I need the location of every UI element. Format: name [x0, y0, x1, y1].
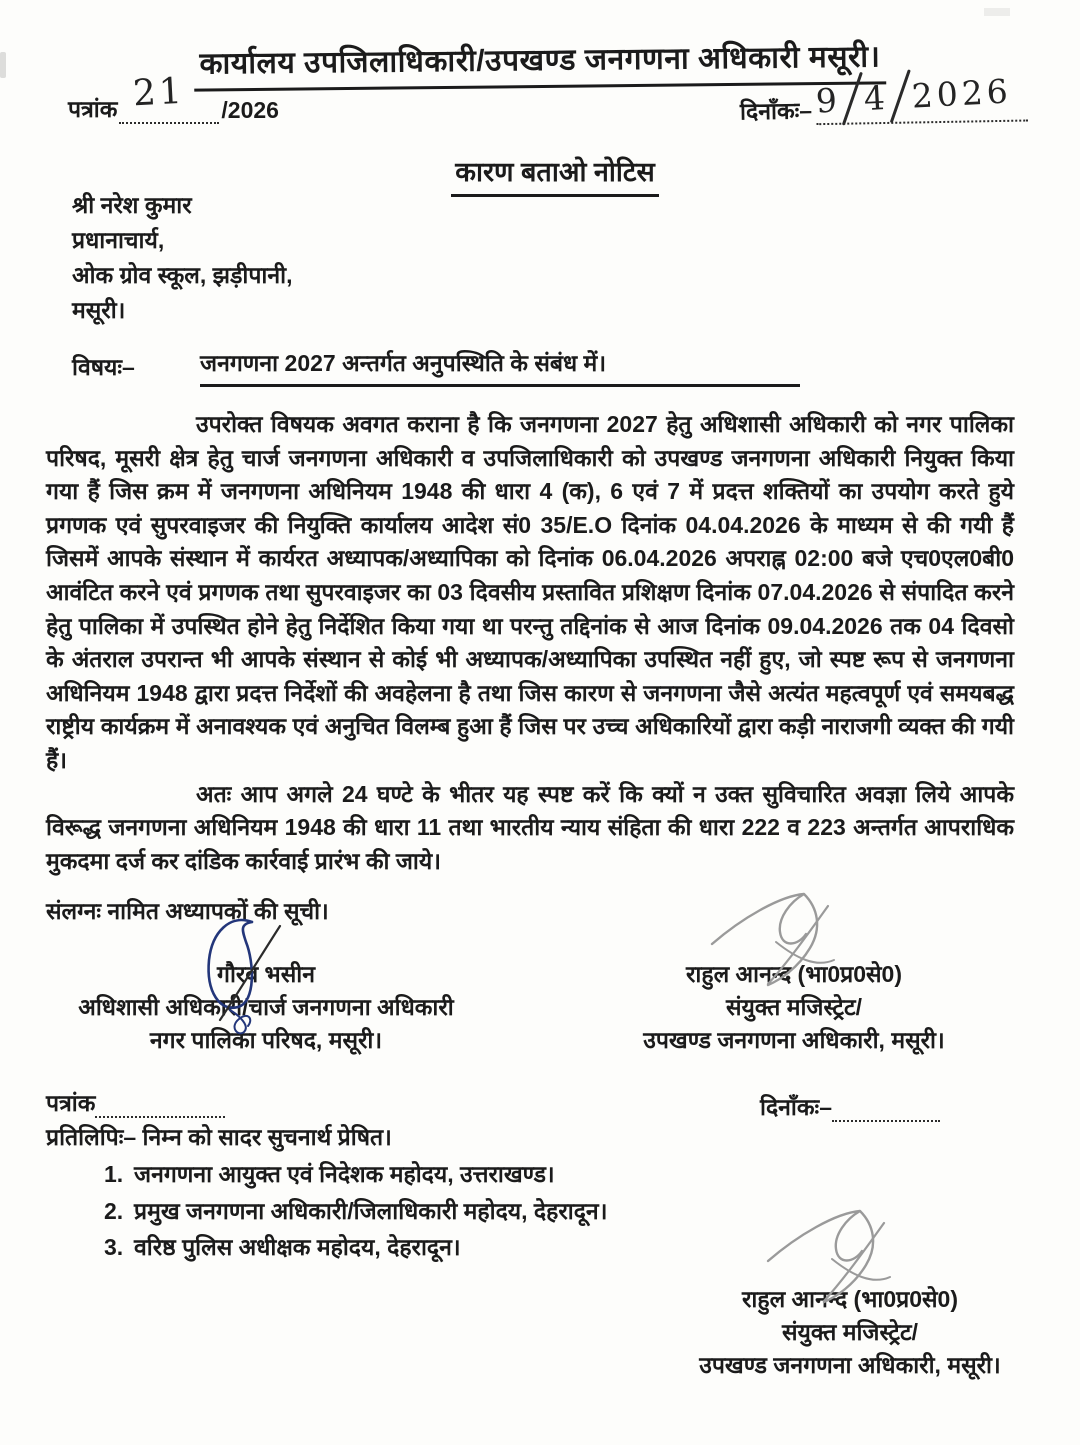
signature-right-scribble: [704, 886, 874, 991]
copy-item-text: वरिष्ठ पुलिस अधीक्षक महोदय, देहरादून।: [134, 1234, 461, 1260]
notice-title: कारण बताओ नोटिस: [451, 152, 659, 197]
signature-left-scribble: [196, 912, 316, 1042]
copy-list-item: [104, 1156, 607, 1193]
footer-letter-number-blank: [95, 1094, 225, 1118]
copy-item-text: जनगणना आयुक्त एवं निदेशक महोदय, उत्तराखण्ड।: [134, 1161, 555, 1187]
signatory-organization: उपखण्ड जनगणना अधिकारी, मसूरी।: [699, 1352, 1001, 1378]
signatory-designation: संयुक्त मजिस्ट्रेट/: [781, 1319, 918, 1345]
letter-body: [46, 408, 1014, 878]
copy-item-text: प्रमुख जनगणना अधिकारी/जिलाधिकारी महोदय, देहरादून।: [134, 1197, 608, 1224]
copy-list: [104, 1156, 607, 1266]
signatory-designation: संयुक्त मजिस्ट्रेट/: [725, 994, 862, 1020]
signatory-right: [604, 958, 984, 1057]
footer-letter-number-row: [46, 1086, 225, 1118]
signatory-designation: अधिशासी अधिकारी/चार्ज जनगणना अधिकारी: [78, 994, 454, 1020]
slash-stroke: [890, 69, 911, 123]
footer-date-label: दिनाँकः–: [760, 1094, 832, 1120]
signatory-name: राहुल आनन्द (भा0प्र0से0): [686, 961, 902, 987]
handwritten-date-day: 9: [814, 79, 842, 121]
body-paragraph-2: अतः आप अगले 24 घण्टे के भीतर यह स्पष्ट करें कि क्यों न उक्त सुविचारित अवज्ञा लिये आपके विरूद्ध जनगणना अधिनियम 1948 की धारा 11 तथा भारतीय न्याय संहिता की धारा 222 व 223 अन्तर्गत आपराधिक मुकदमा दर्ज कर दांडिक कार्रवाई प्रारंभ की जाये।: [46, 780, 1014, 874]
signature-bottom-scribble: [760, 1203, 930, 1308]
handwritten-date: [814, 62, 1013, 128]
signatory-organization: नगर पालिका परिषद, मसूरी।: [149, 1027, 383, 1053]
subject-text: जनगणना 2027 अन्तर्गत अनुपस्थिति के संबंध में।: [200, 346, 800, 387]
letter-number-label: पत्रांक: [68, 96, 118, 122]
handwritten-letter-number: 21: [132, 70, 187, 115]
letter-number-blank: [119, 70, 219, 124]
handwritten-date-year: 2026: [910, 70, 1013, 116]
date-row: [739, 70, 1029, 126]
copy-list-item: [104, 1193, 607, 1230]
recipient-line: श्री नरेश कुमार: [72, 192, 192, 218]
body-paragraph-1: उपरोक्त विषयक अवगत कराना है कि जनगणना 2027 हेतु अधिशासी अधिकारी को नगर पालिका परिषद, मूसरी क्षेत्र हेतु चार्ज जनगणना अधिकारी व उपजिलाधिकारी को उपखण्ड जनगणना अधिकारी नियुक्त किया गया हैं जिस क्रम में जनगणना अधिनियम 1948 की धारा 4 (क), 6 एवं 7 में प्रदत्त शक्तियों का उपयोग करते हुये प्रगणक एवं सुपरवाइजर की नियुक्ति कार्यालय आदेश सं0 35/E.O दिनांक 04.04.2026 के माध्यम से की गयी हैं जिसमें आपके संस्थान में कार्यरत अध्यापक/अध्यापिका को दिनांक 06.04.2026 अपराह्न 02:00 बजे एच0एल0बी0 आवंटित करने एवं प्रगणक तथा सुपरवाइजर का 03 दिवसीय प्रस्तावित प्रशिक्षण दिनांक 07.04.2026 से संपादित करने हेतु पालिका में उपस्थित होने हेतु निर्देशित किया गया था परन्तु तद्दिनांक से आज दिनांक 09.04.2026 तक 04 दिवसो के अंतराल उपरान्त भी आपके संस्थान से कोई भी अध्यापक/अध्यापिका उपस्थित नहीं हुए, जो स्पष्ट रूप से जनगणना अधिनियम 1948 द्वारा प्रदत्त निर्देशों की अवहेलना है तथा जिस कारण से जनगणना जैसे अत्यंत महत्वपूर्ण एवं समयबद्ध राष्ट्रीय कार्यक्रम में अनावश्यक एवं अनुचित विलम्ब हुआ हैं जिस पर उच्च अधिकारियों द्वारा कड़ी नाराजगी व्यक्त की गयी हैं।: [46, 411, 1014, 773]
copy-item-number: 3.: [104, 1234, 124, 1260]
scan-artifact: [984, 8, 1010, 16]
footer-letter-number-label: पत्रांक: [46, 1090, 96, 1116]
enclosure-note: संलग्नः नामित अध्यापकों की सूची।: [46, 898, 329, 924]
recipient-address: [72, 188, 292, 328]
signatory-name: राहुल आनन्द (भा0प्र0से0): [742, 1286, 958, 1312]
office-title: कार्यालय उपजिलाधिकारी/उपखण्ड जनगणना अधिकारी मसूरी।: [193, 34, 886, 91]
copy-list-item: [104, 1229, 607, 1266]
signatory-left: [46, 958, 486, 1057]
footer-date-row: [760, 1090, 940, 1122]
footer-date-blank: [832, 1098, 940, 1122]
date-label: दिनाँकः–: [739, 97, 813, 125]
subject-label: विषयः–: [72, 354, 135, 380]
recipient-line: ओक ग्रोव स्कूल, झड़ीपानी,: [72, 262, 293, 288]
letter-number-year: /2026: [221, 97, 279, 123]
date-blank: [814, 70, 1028, 125]
copy-item-number: 2.: [104, 1197, 124, 1224]
copy-heading: प्रतिलिपिः– निम्न को सादर सुचनार्थ प्रेषित।: [46, 1124, 392, 1150]
letter-number-row: [68, 70, 279, 124]
slash-stroke: [842, 72, 863, 126]
recipient-line: मसूरी।: [72, 297, 126, 323]
copy-item-number: 1.: [104, 1161, 124, 1187]
signatory-bottom: [640, 1283, 1060, 1382]
recipient-line: प्रधानाचार्य,: [72, 227, 165, 253]
handwritten-date-month: 4: [862, 77, 890, 118]
signatory-name: गौरव भसीन: [217, 961, 315, 987]
signatory-organization: उपखण्ड जनगणना अधिकारी, मसूरी।: [643, 1027, 945, 1053]
